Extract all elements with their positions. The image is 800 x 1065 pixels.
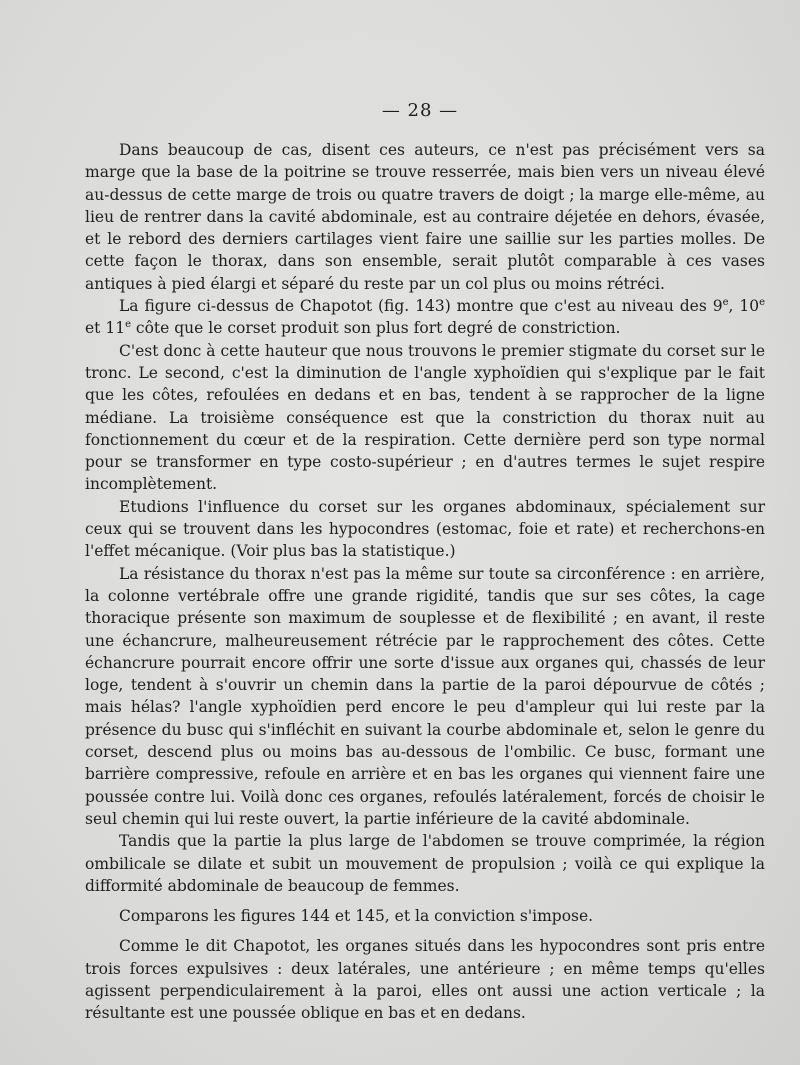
- page-number: — 28 —: [381, 100, 459, 121]
- paragraph-figure-reference: [85, 295, 765, 340]
- figure-ref-text-and: et 11: [85, 319, 126, 338]
- figure-ref-text-middle: , 10: [728, 297, 760, 316]
- paragraph-1: Dans beaucoup de cas, disent ces auteurs, ce n'est pas précisément vers sa marge que la base de la poitrine se trouve resserrée, mais bien vers un niveau élevé au-dessus de cette marge de trois ou quatre travers de doigt ; la marge elle-même, au lieu de rentrer dans la cavité abdominale, est au contraire déjetée en dehors, évasée, et le rebord des derniers cartilages vient faire une saillie sur les parties molles. De cette façon le thorax, dans son ensemble, serait plutôt comparable à ces vases antiques à pied élargi et séparé du reste par un col plus ou moins rétréci.: [85, 141, 765, 293]
- paragraph-4: La résistance du thorax n'est pas la même sur toute sa circonférence : en arrière, la colonne vertébrale offre une grande rigidité, tandis que sur ses côtes, la cage thoracique présente son maximum de souplesse et de flexibilité ; en avant, il reste une échancrure, malheureusement rétrécie par le rapprochement des côtes. Cette échancrure pourrait encore offrir une sorte d'issue aux organes qui, chassés de leur loge, tendent à s'ouvrir un chemin dans la partie de la paroi dépourvue de côtés ; mais hélas? l'angle xyphoïdien perd encore le peu d'ampleur qui lui reste par la présence du busc qui s'infléchit en suivant la courbe abdominale et, selon le genre du corset, descend plus ou moins bas au-dessous de l'ombilic. Ce busc, formant une barrière compressive, refoule en arrière et en bas les organes qui viennent faire une poussée contre lui. Voilà donc ces organes, refoulés latéralement, forcés de choisir le seul chemin qui lui reste ouvert, la partie inférieure de la cavité abdominale.: [85, 564, 765, 828]
- paragraph-6: Comparons les figures 144 et 145, et la conviction s'impose.: [119, 907, 594, 926]
- paragraph-7: Comme le dit Chapotot, les organes situés dans les hypocondres sont pris entre trois forces expulsives : deux latérales, une antérieure ; en même temps qu'elles agissent perpendiculairement à la paroi, elles ont aussi une action verticale ; la résultante est une poussée oblique en bas et en dedans.: [85, 937, 765, 1023]
- paragraph-2: C'est donc à cette hauteur que nous trouvons le premier stigmate du corset sur le tronc. Le second, c'est la diminution de l'angle xyphoïdien qui s'explique par le fait que les côtes, refoulées en dedans et en bas, tendent à se rapprocher de la ligne médiane. La troisième conséquence est que la constriction du thorax nuit au fonctionnement du cœur et de la respiration. Cette dernière perd son type normal pour se transformer en type costo-supérieur ; en d'autres termes le sujet respire incomplètement.: [85, 341, 765, 494]
- superscript-9e: e: [722, 296, 729, 308]
- body-text: [85, 139, 765, 1025]
- paragraph-5: Tandis que la partie la plus large de l'abdomen se trouve comprimée, la région ombilicale se dilate et subit un mouvement de propulsion ; voilà ce qui explique la difformité abdominale de beaucoup de femmes.: [85, 832, 765, 895]
- paragraph-3: Etudions l'influence du corset sur les organes abdominaux, spécialement sur ceux qui se trouvent dans les hypocondres (estomac, foie et rate) et recherchons-en l'effet mécanique. (Voir plus bas la statistique.): [85, 497, 765, 561]
- figure-ref-text-end: côte que le corset produit son plus fort degré de constriction.: [130, 319, 621, 338]
- superscript-11e: e: [125, 319, 131, 331]
- figure-ref-text-start: La figure ci-dessus de Chapotot (fig. 143) montre que c'est au niveau des 9: [119, 297, 723, 316]
- superscript-10e: e: [759, 296, 766, 308]
